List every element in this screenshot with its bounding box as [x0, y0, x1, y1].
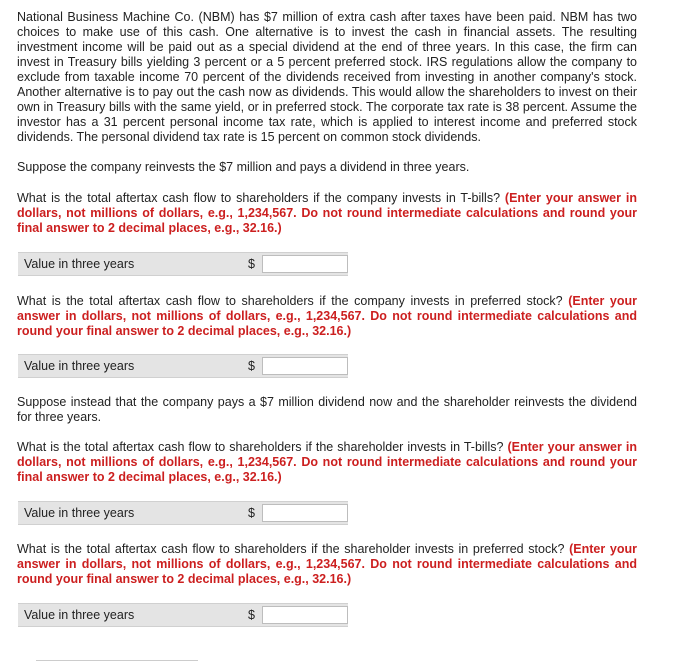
answer-input-shareholder-tbills[interactable]	[262, 504, 348, 522]
dollar-sign: $	[248, 359, 255, 373]
answer-label: Value in three years	[24, 608, 135, 622]
scenario-shareholder-reinvests: Suppose instead that the company pays a $7 million dividend now and the shareholder reinvests the dividend for three years.	[17, 395, 637, 424]
answer-row-company-preferred	[18, 354, 348, 378]
dollar-sign: $	[248, 506, 255, 520]
question-company-preferred	[17, 294, 637, 339]
answer-label: Value in three years	[24, 257, 135, 271]
question-text: What is the total aftertax cash flow to shareholders if the company invests in preferred stock?	[17, 294, 569, 308]
divider	[36, 660, 198, 661]
question-instruction: (Enter your answer in dollars, not millions of dollars, e.g., 1,234,567. Do not round intermediate calculations and round your final answer to 2 decimal places, e.g., 32.16.)	[17, 191, 637, 235]
answer-row-shareholder-tbills	[18, 501, 348, 525]
problem-intro: National Business Machine Co. (NBM) has $7 million of extra cash after taxes have been paid. NBM has two choices to make use of this cash. One alternative is to invest the cash in financial assets. The resulting investment income will be paid out as a special dividend at the end of three years. In this case, the firm can invest in Treasury bills yielding 3 percent or a 5 percent preferred stock. IRS regulations allow the company to exclude from taxable income 70 percent of the dividends received from investing in another company's stock. Another alternative is to pay out the cash now as dividends. This would allow the shareholders to invest on their own in Treasury bills with the same yield, or in preferred stock. The corporate tax rate is 38 percent. Assume the investor has a 31 percent personal income tax rate, which is applied to interest income and preferred stock dividends. The personal dividend tax rate is 15 percent on common stock dividends.	[17, 10, 637, 144]
question-text: What is the total aftertax cash flow to shareholders if the company invests in T-bills?	[17, 191, 505, 205]
question-instruction: (Enter your answer in dollars, not millions of dollars, e.g., 1,234,567. Do not round intermediate calculations and round your final answer to 2 decimal places, e.g., 32.16.)	[17, 440, 637, 484]
answer-row-shareholder-preferred	[18, 603, 348, 627]
question-company-tbills	[17, 191, 637, 236]
dollar-sign: $	[248, 257, 255, 271]
scenario-company-reinvests: Suppose the company reinvests the $7 million and pays a dividend in three years.	[17, 160, 470, 174]
answer-row-company-tbills	[18, 252, 348, 276]
answer-input-shareholder-preferred[interactable]	[262, 606, 348, 624]
question-text: What is the total aftertax cash flow to shareholders if the shareholder invests in preferred stock?	[17, 542, 570, 556]
dollar-sign: $	[248, 608, 255, 622]
question-instruction: (Enter your answer in dollars, not millions of dollars, e.g., 1,234,567. Do not round intermediate calculations and round your final answer to 2 decimal places, e.g., 32.16.)	[17, 542, 638, 586]
answer-input-company-tbills[interactable]	[262, 255, 348, 273]
problem-content	[17, 10, 637, 627]
answer-input-company-preferred[interactable]	[262, 357, 348, 375]
answer-label: Value in three years	[24, 359, 135, 373]
question-text: What is the total aftertax cash flow to shareholders if the shareholder invests in T-bills?	[17, 440, 508, 454]
answer-label: Value in three years	[24, 506, 135, 520]
question-instruction: (Enter your answer in dollars, not millions of dollars, e.g., 1,234,567. Do not round intermediate calculations and round your final answer to 2 decimal places, e.g., 32.16.)	[17, 294, 637, 338]
question-shareholder-preferred	[17, 542, 637, 587]
question-shareholder-tbills	[17, 440, 637, 485]
